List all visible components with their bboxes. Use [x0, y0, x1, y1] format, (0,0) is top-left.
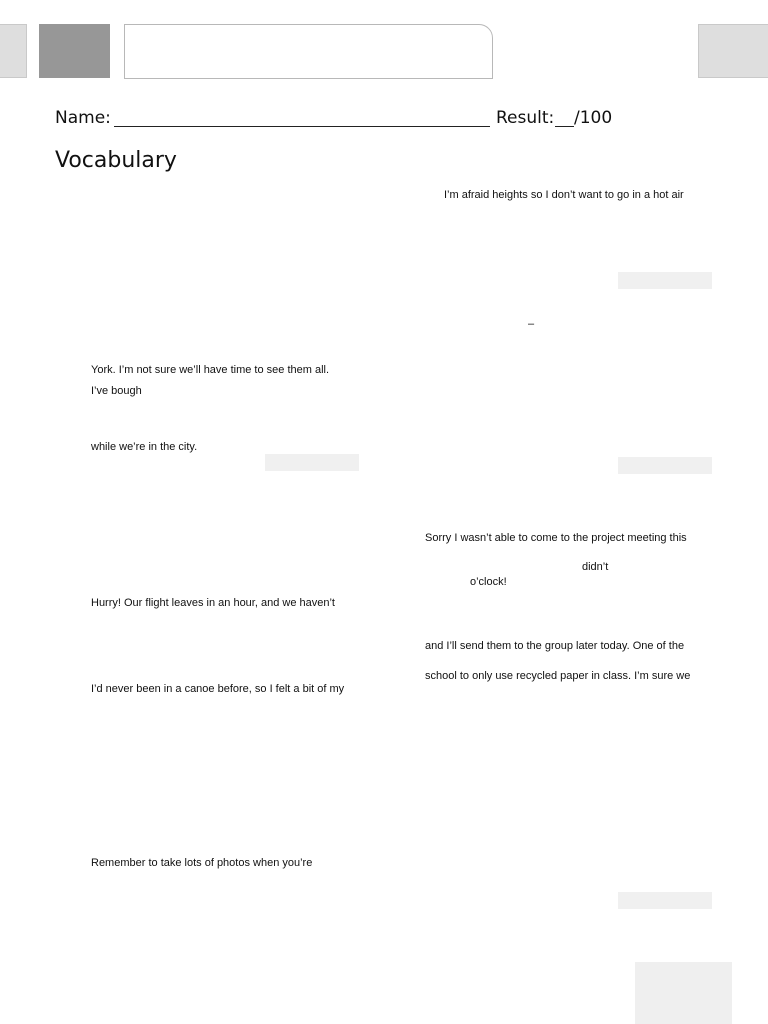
page-corner-box [635, 962, 732, 1024]
exercise-text: and I’ll send them to the group later today. One of the [425, 640, 685, 652]
exercise-text: I’m afraid heights so I don’t want to go in a hot air [444, 189, 684, 201]
header-tab-left [0, 24, 27, 78]
exercise-text: Sorry I wasn’t able to come to the project meeting this [425, 532, 687, 544]
blank-box [265, 454, 359, 471]
result-score-line[interactable] [555, 126, 574, 127]
blank-box [618, 272, 712, 289]
name-answer-line[interactable] [114, 126, 490, 127]
exercise-text: while we’re in the city. [91, 441, 198, 453]
header-tab-right [698, 24, 768, 78]
result-total: /100 [574, 108, 613, 128]
exercise-text: didn’t [582, 561, 609, 573]
exercise-text: Remember to take lots of photos when you’re [91, 857, 313, 869]
exercise-text: I’d never been in a canoe before, so I felt a bit of my [91, 683, 345, 695]
blank-box [618, 457, 712, 474]
exercise-text: school to only use recycled paper in class. I’m sure we [425, 670, 691, 682]
section-title: Vocabulary [55, 148, 177, 173]
header-title-box [124, 24, 493, 79]
exercise-text: York. I’m not sure we’ll have time to see them all. [91, 364, 330, 376]
blank-box [618, 892, 712, 909]
header-unit-block [39, 24, 110, 78]
exercise-text: I’ve bough [91, 385, 142, 397]
exercise-text: Hurry! Our flight leaves in an hour, and we haven’t [91, 597, 335, 609]
result-label: Result: [496, 108, 555, 128]
dash-mark: – [528, 318, 535, 330]
exercise-text: o’clock! [470, 576, 507, 588]
name-label: Name: [55, 108, 111, 128]
